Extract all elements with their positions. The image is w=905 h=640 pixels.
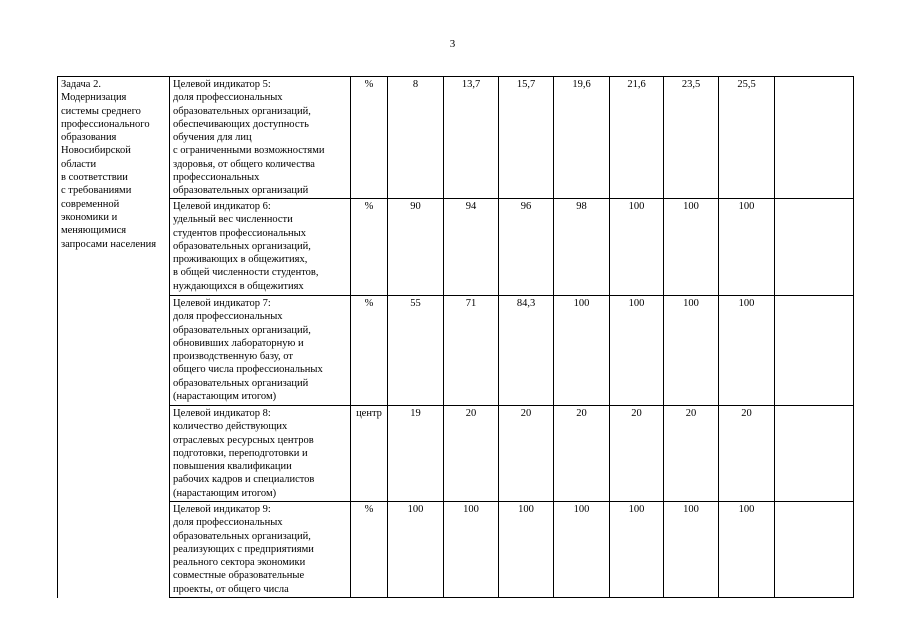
table-row: [58, 296, 854, 406]
table-row: [58, 502, 854, 598]
value-cell: 71: [444, 296, 499, 406]
value-cell: 100: [388, 502, 444, 598]
indicator-cell: Целевой индикатор 7: доля профессиональных образовательных организаций, обновивших лабораторную и производственную базу, от общего числа профессиональных образовательных организаций (нарастающим итогом): [170, 296, 351, 406]
value-cell: 100: [610, 502, 664, 598]
value-cell: 100: [664, 502, 719, 598]
value-cell: 20: [499, 406, 554, 502]
value-cell: 100: [444, 502, 499, 598]
value-cell: 21,6: [610, 77, 664, 199]
task-cell: Задача 2. Модернизация системы среднего профессионального образования Новосибирской области в соответствии с требованиями современной экономики и меняющимися запросами населения: [58, 77, 170, 598]
indicators-table: [57, 76, 854, 598]
table-row: [58, 199, 854, 296]
value-cell: 100: [554, 502, 610, 598]
value-cell: 100: [719, 199, 775, 296]
value-cell: 23,5: [664, 77, 719, 199]
table-row: [58, 406, 854, 502]
indicator-cell: Целевой индикатор 8: количество действующих отраслевых ресурсных центров подготовки, переподготовки и повышения квалификации рабочих кадров и специалистов (нарастающим итогом): [170, 406, 351, 502]
value-cell: 100: [610, 199, 664, 296]
value-cell: 25,5: [719, 77, 775, 199]
value-cell: 98: [554, 199, 610, 296]
value-cell: 100: [610, 296, 664, 406]
value-cell: 96: [499, 199, 554, 296]
note-cell: [775, 296, 854, 406]
value-cell: 19,6: [554, 77, 610, 199]
value-cell: 20: [444, 406, 499, 502]
value-cell: 13,7: [444, 77, 499, 199]
value-cell: 19: [388, 406, 444, 502]
value-cell: 94: [444, 199, 499, 296]
page-number: 3: [449, 38, 456, 50]
unit-cell: %: [351, 296, 388, 406]
value-cell: 20: [610, 406, 664, 502]
indicator-cell: Целевой индикатор 9: доля профессиональных образовательных организаций, реализующих с предприятиями реального сектора экономики совместные образовательные проекты, от общего числа: [170, 502, 351, 598]
value-cell: 20: [554, 406, 610, 502]
value-cell: 100: [719, 296, 775, 406]
value-cell: 55: [388, 296, 444, 406]
value-cell: 90: [388, 199, 444, 296]
value-cell: 100: [664, 296, 719, 406]
note-cell: [775, 199, 854, 296]
unit-cell: %: [351, 199, 388, 296]
value-cell: 15,7: [499, 77, 554, 199]
value-cell: 100: [664, 199, 719, 296]
value-cell: 100: [554, 296, 610, 406]
indicator-cell: Целевой индикатор 5: доля профессиональных образовательных организаций, обеспечивающих доступность обучения для лиц с ограниченными возможностями здоровья, от общего количества профессиональных образовательных организаций: [170, 77, 351, 199]
value-cell: 20: [664, 406, 719, 502]
unit-cell: центр: [351, 406, 388, 502]
unit-cell: %: [351, 77, 388, 199]
indicator-cell: Целевой индикатор 6: удельный вес численности студентов профессиональных образовательных организаций, проживающих в общежитиях, в общей численности студентов, нуждающихся в общежитиях: [170, 199, 351, 296]
value-cell: 84,3: [499, 296, 554, 406]
value-cell: 8: [388, 77, 444, 199]
table-row: [58, 77, 854, 199]
value-cell: 100: [719, 502, 775, 598]
value-cell: 20: [719, 406, 775, 502]
note-cell: [775, 502, 854, 598]
note-cell: [775, 406, 854, 502]
note-cell: [775, 77, 854, 199]
value-cell: 100: [499, 502, 554, 598]
unit-cell: %: [351, 502, 388, 598]
